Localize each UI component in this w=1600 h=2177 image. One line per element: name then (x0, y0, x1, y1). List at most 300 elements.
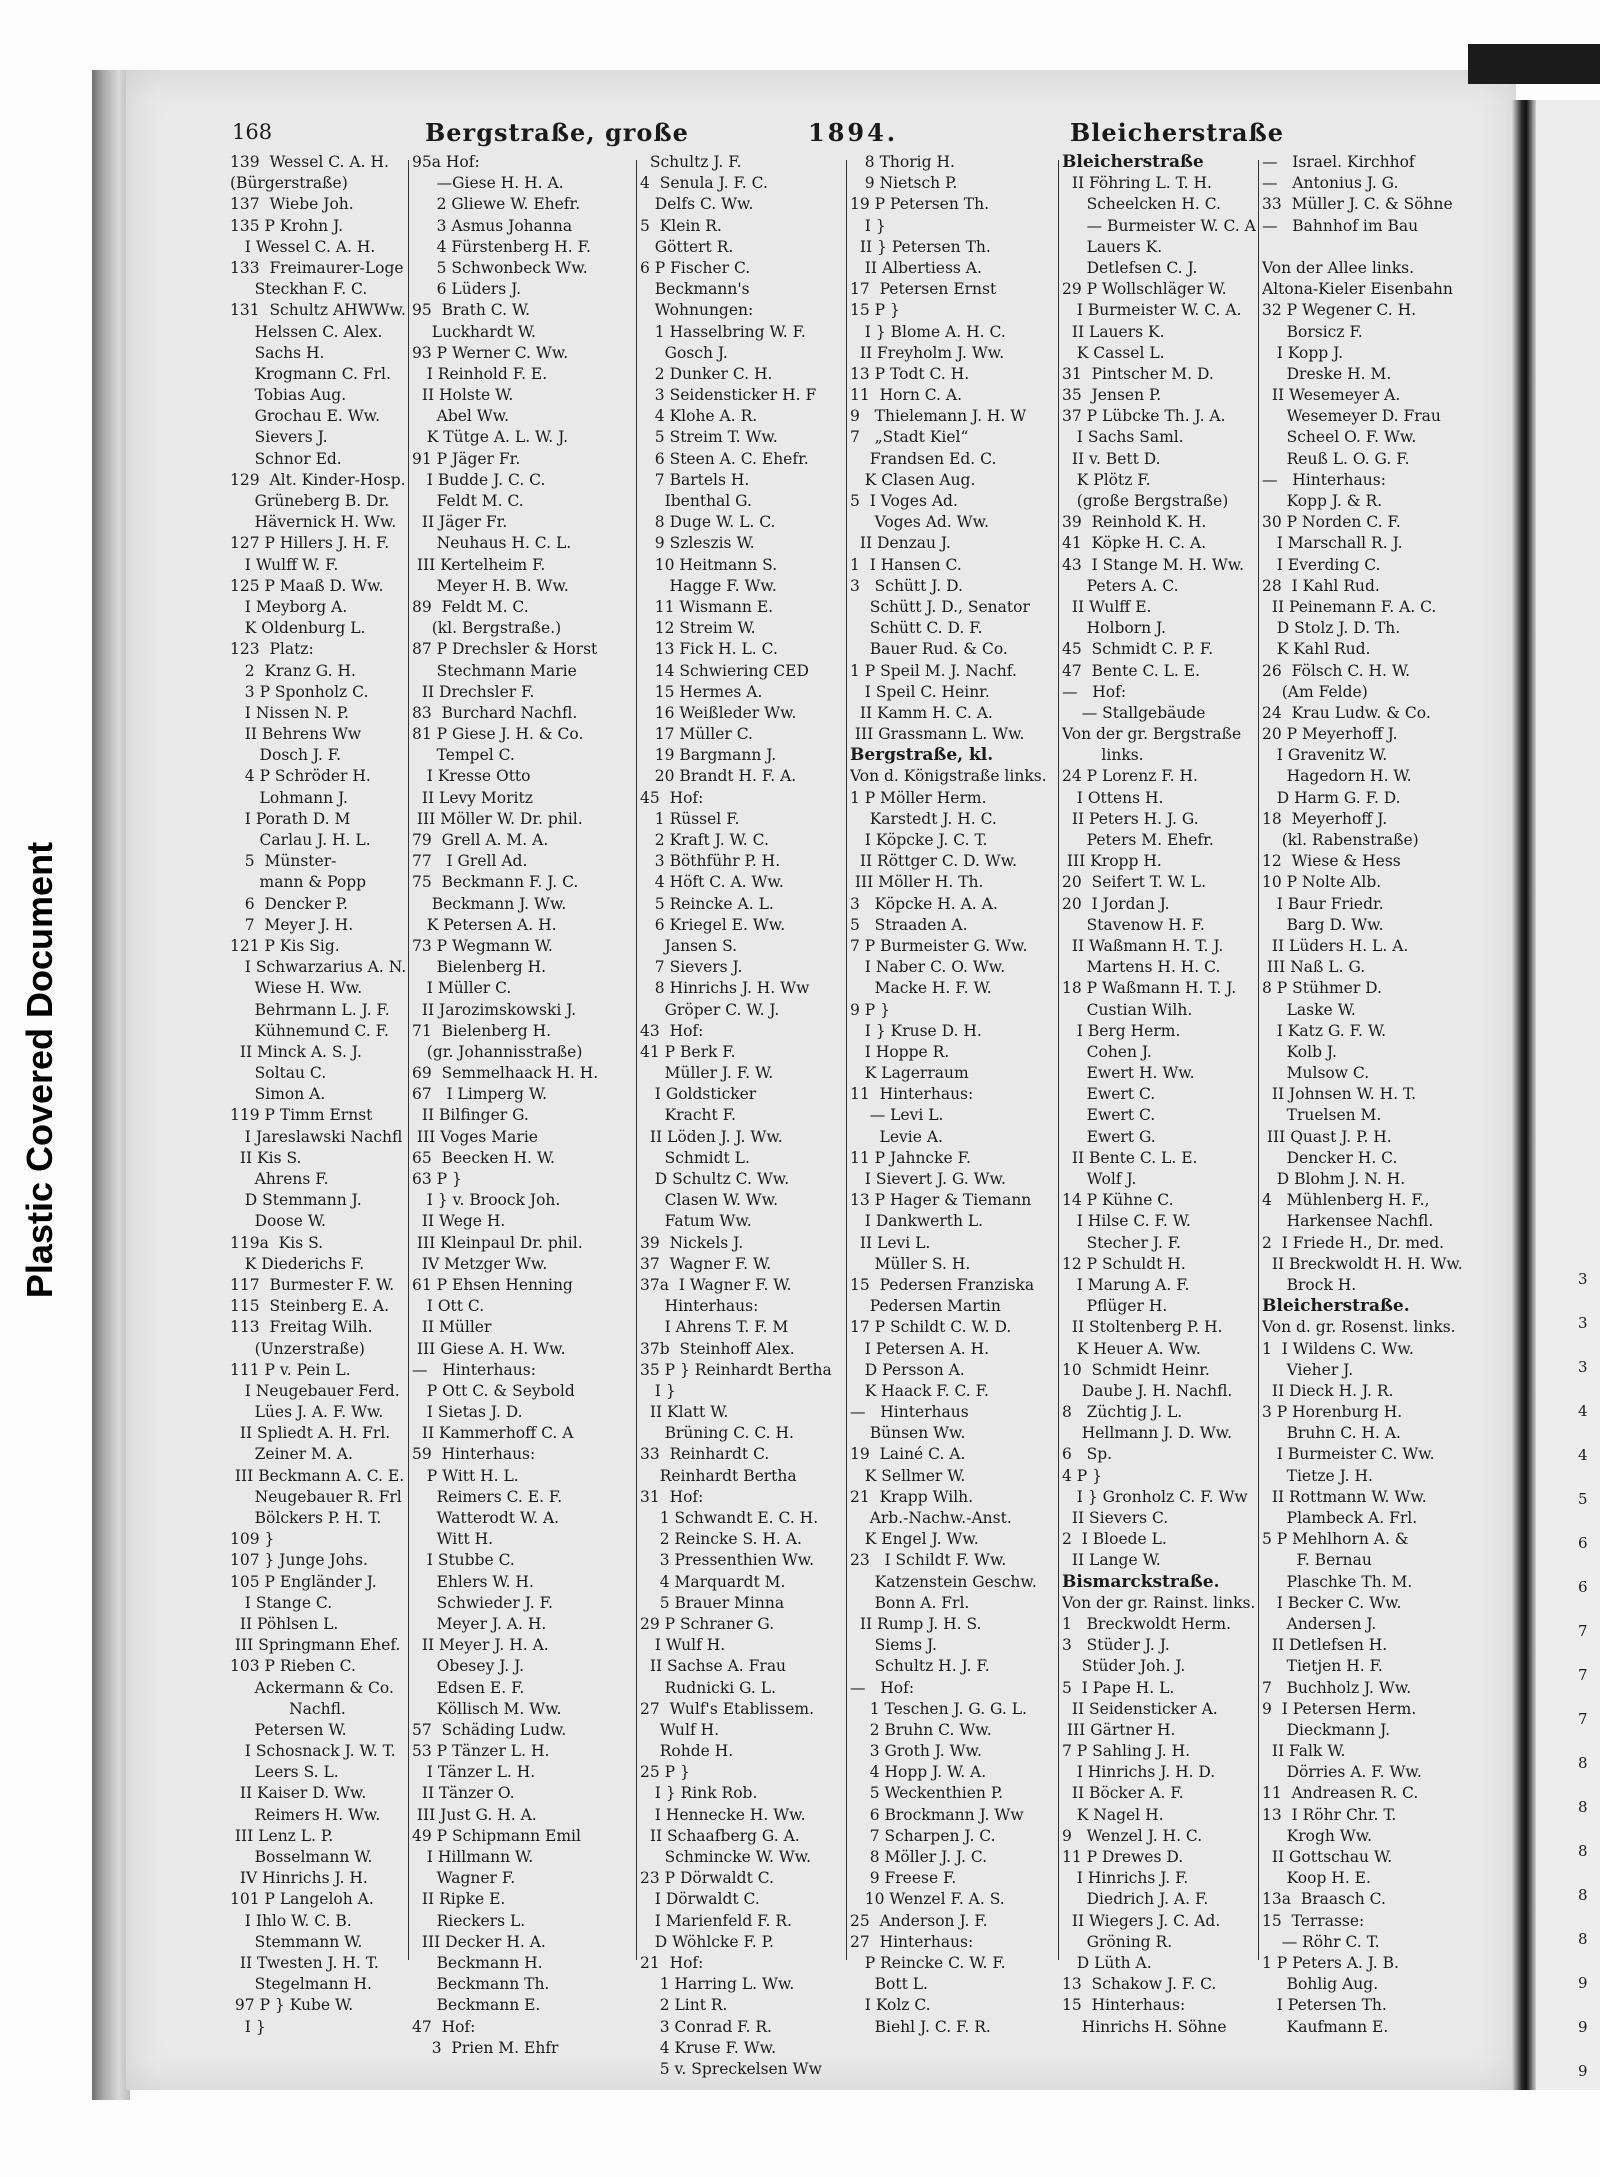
next-page-number: 5 (1578, 1490, 1588, 1508)
directory-entry: 101 P Langeloh A. (230, 1890, 374, 1909)
directory-entry: II Holste W. (412, 386, 514, 405)
directory-entry: I Kopp J. (1262, 343, 1344, 362)
directory-entry: I Sievert J. G. Ww. (850, 1170, 1006, 1188)
directory-entry: 18 Meyerhoff J. (1262, 809, 1388, 828)
directory-entry: K Tütge A. L. W. J. (412, 428, 569, 447)
directory-entry: K Haack F. C. F. (850, 1381, 989, 1400)
directory-entry: —Giese H. H. A. (412, 174, 564, 193)
directory-entry: Dencker H. C. (1262, 1148, 1398, 1167)
directory-entry: 14 P Kühne C. (1062, 1191, 1174, 1210)
directory-entry: K Nagel H. (1062, 1805, 1164, 1824)
directory-entry: 139 Wessel C. A. H. (230, 153, 389, 171)
directory-entry: 4 Klohe A. R. (640, 407, 758, 426)
directory-entry: 91 P Jäger Fr. (412, 449, 521, 468)
directory-entry: Holborn J. (1062, 619, 1166, 638)
directory-entry: 6 Lüders J. (412, 280, 522, 299)
directory-entry: III Voges Marie (412, 1127, 538, 1146)
directory-entry: 3 Asmus Johanna (412, 216, 573, 235)
directory-entry: 9 Thielemann J. H. W (850, 407, 1027, 426)
directory-entry: 15 Hermes A. (640, 682, 763, 701)
directory-entry: 93 P Werner C. Ww. (412, 343, 569, 362)
directory-entry: 127 P Hillers J. H. F. (230, 534, 390, 553)
directory-entry: Ewert C. (1062, 1106, 1156, 1125)
directory-entry: I Schwarzarius A. N. (230, 958, 407, 977)
directory-entry: I Wulf H. (640, 1636, 726, 1655)
next-page-number: 8 (1578, 1754, 1588, 1772)
directory-entry: Schultz J. F. (640, 153, 742, 171)
directory-entry: Ewert H. Ww. (1062, 1064, 1195, 1083)
directory-entry: I Neugebauer Ferd. (230, 1381, 400, 1400)
directory-entry: Andersen J. (1262, 1614, 1377, 1633)
directory-entry: 11 Wismann E. (640, 597, 774, 616)
directory-entry: I Gravenitz W. (1262, 746, 1388, 765)
directory-entry: 53 P Tänzer L. H. (412, 1742, 550, 1761)
directory-entry: 12 P Schuldt H. (1062, 1254, 1186, 1273)
directory-entry: — Röhr C. T. (1262, 1932, 1380, 1951)
directory-entry: 13 P Hager & Tiemann (850, 1191, 1032, 1210)
directory-entry: I } v. Broock Joh. (412, 1191, 561, 1210)
directory-entry: 5 Straaden A. (850, 915, 968, 934)
directory-entry: Sievers J. (230, 428, 328, 447)
directory-entry: 43 Hof: (640, 1021, 704, 1040)
directory-entry: Stemmann W. (230, 1932, 363, 1951)
directory-entry: 19 P Petersen Th. (850, 195, 990, 214)
directory-entry: Kaufmann E. (1262, 2017, 1389, 2036)
directory-entry: I Budde J. C. C. (412, 470, 546, 489)
directory-entry: I Everding C. (1262, 555, 1381, 574)
next-page-number: 7 (1578, 1622, 1588, 1640)
next-page-number: 9 (1578, 2018, 1588, 2036)
directory-entry: 59 Hinterhaus: (412, 1445, 536, 1464)
directory-entry: III Grassmann L. Ww. (850, 725, 1025, 744)
directory-entry: 31 Pintscher M. D. (1062, 364, 1214, 383)
directory-entry: 49 P Schipmann Emil (412, 1826, 581, 1845)
directory-entry: 23 P Dörwaldt C. (640, 1869, 774, 1888)
directory-entry: II Dieck H. J. R. (1262, 1381, 1394, 1400)
directory-entry: 9 Wenzel J. H. C. (1062, 1826, 1203, 1845)
directory-entry: 1 Harring L. Ww. (640, 1975, 795, 1994)
directory-entry: 79 Grell A. M. A. (412, 831, 549, 849)
directory-entry: I Jareslawski Nachfl (230, 1127, 403, 1146)
directory-entry: 129 Alt. Kinder-Hosp. (230, 470, 406, 489)
directory-entry: I Stange C. (230, 1593, 333, 1612)
directory-entry: I Nissen N. P. (230, 703, 349, 722)
directory-entry: I Meyborg A. (230, 597, 348, 616)
directory-entry: I Dörwaldt C. (640, 1890, 760, 1909)
next-page-number: 8 (1578, 1930, 1588, 1948)
directory-entry: Meyer H. B. Ww. (412, 576, 569, 595)
directory-entry: 32 P Wegener C. H. (1262, 301, 1417, 320)
directory-entry: 125 P Maaß D. Ww. (230, 576, 384, 595)
directory-entry: I Petersen A. H. (850, 1339, 990, 1358)
directory-entry: Beckmann's (640, 280, 750, 299)
directory-entry: 41 Köpke H. C. A. (1062, 534, 1207, 553)
directory-entry: Wolf J. (1062, 1170, 1137, 1188)
directory-entry: P Witt H. L. (412, 1466, 519, 1485)
directory-entry: Kracht F. (640, 1106, 736, 1125)
directory-entry: I Sachs Saml. (1062, 428, 1184, 447)
directory-entry: II Kamm H. C. A. (850, 703, 993, 722)
directory-entry: 9 Nietsch P. (850, 174, 958, 193)
directory-entry: Göttert R. (640, 237, 734, 256)
directory-entry: 37b Steinhoff Alex. (640, 1339, 795, 1358)
directory-column-5 (1062, 152, 1260, 2038)
directory-entry: II Jarozimskowski J. (412, 1000, 577, 1019)
directory-entry: 2 Reincke S. H. A. (640, 1530, 802, 1549)
directory-entry: I Petersen Th. (1262, 1996, 1387, 2015)
directory-entry: I } Rink Rob. (640, 1784, 758, 1803)
directory-entry: Voges Ad. Ww. (850, 513, 989, 532)
directory-entry: Lohmann J. (230, 788, 348, 807)
directory-entry: D Stemmann J. (230, 1191, 362, 1210)
directory-entry: 8 P Stühmer D. (1262, 979, 1382, 998)
column-rule (1258, 160, 1259, 1960)
directory-entry: 29 P Schraner G. (640, 1614, 775, 1633)
directory-entry: I Baur Friedr. (1262, 894, 1384, 913)
directory-entry: — Levi L. (850, 1106, 944, 1125)
directory-entry: 17 P Schildt C. W. D. (850, 1318, 1012, 1337)
directory-entry: III Just G. H. A. (412, 1805, 537, 1824)
directory-entry: 123 Platz: (230, 640, 314, 659)
directory-entry: K Lagerraum (850, 1064, 969, 1083)
directory-entry: II Wesemeyer A. (1262, 386, 1401, 405)
directory-entry: II Breckwoldt H. H. Ww. (1262, 1254, 1463, 1273)
directory-entry: Gosch J. (640, 343, 728, 362)
directory-entry: (Unzerstraße) (230, 1339, 365, 1358)
directory-entry: Reimers C. E. F. (412, 1487, 563, 1506)
directory-entry: I } Blome A. H. C. (850, 322, 1006, 341)
directory-entry: 11 Horn C. A. (850, 386, 963, 405)
directory-entry: 43 I Stange M. H. Ww. (1062, 555, 1245, 574)
directory-entry: Nachfl. (230, 1699, 346, 1718)
directory-entry: I Wulff W. F. (230, 555, 339, 574)
directory-entry: III Naß L. G. (1262, 958, 1366, 977)
directory-entry: Von der gr. Bergstraße (1062, 725, 1242, 744)
directory-entry: Koop H. E. (1262, 1869, 1371, 1888)
directory-entry: I Hilse C. F. W. (1062, 1212, 1191, 1231)
directory-entry: II Spliedt A. H. Frl. (230, 1424, 391, 1443)
directory-entry: 35 P } Reinhardt Bertha (640, 1360, 832, 1379)
directory-entry: P Ott C. & Seybold (412, 1381, 575, 1400)
next-page-number: 4 (1578, 1446, 1588, 1464)
directory-entry: 4 Marquardt M. (640, 1572, 786, 1591)
directory-entry: 95 Brath C. W. (412, 301, 531, 320)
directory-entry: 2 I Friede H., Dr. med. (1262, 1233, 1445, 1252)
directory-entry: 137 Wiebe Joh. (230, 195, 354, 214)
directory-entry: I Ott C. (412, 1297, 485, 1316)
directory-entry: 13a Braasch C. (1262, 1890, 1386, 1909)
directory-entry: 5 Münster- (230, 852, 337, 871)
next-page-number: 9 (1578, 1974, 1588, 1992)
directory-entry: Tobias Aug. (230, 386, 347, 405)
directory-entry: 9 I Petersen Herm. (1262, 1699, 1417, 1718)
directory-entry: 7 Bartels H. (640, 470, 750, 489)
directory-entry: 2 Dunker C. H. (640, 364, 773, 383)
directory-entry: Lües J. A. F. Ww. (230, 1403, 384, 1422)
directory-entry: Frandsen Ed. C. (850, 449, 997, 468)
directory-entry: II Wiegers J. C. Ad. (1062, 1911, 1221, 1930)
directory-entry: II Johnsen W. H. T. (1262, 1085, 1417, 1104)
directory-entry: 135 P Krohn J. (230, 216, 344, 235)
directory-entry: I } (640, 1381, 676, 1400)
directory-entry: Custian Wilh. (1062, 1000, 1193, 1019)
directory-entry: I Hinrichs J. H. D. (1062, 1763, 1216, 1782)
directory-entry: 1 Rüssel F. (640, 809, 740, 828)
page-number: 168 (232, 120, 273, 144)
directory-entry: Lauers K. (1062, 237, 1163, 256)
directory-entry: III Kertelheim F. (412, 555, 546, 574)
column-rule (408, 160, 409, 1960)
directory-entry: III Decker H. A. (412, 1932, 546, 1951)
next-page-number: 8 (1578, 1798, 1588, 1816)
directory-entry: I Dankwerth L. (850, 1212, 984, 1231)
directory-entry: 11 P Jahncke F. (850, 1148, 971, 1167)
directory-entry: 31 Hof: (640, 1487, 704, 1506)
directory-entry: 87 P Drechsler & Horst (412, 640, 598, 659)
directory-entry: D Blohm J. N. H. (1262, 1170, 1406, 1188)
directory-entry: II Klatt W. (640, 1403, 729, 1422)
directory-entry: 2 Kraft J. W. C. (640, 831, 769, 849)
directory-entry: K Diederichs F. (230, 1254, 365, 1273)
directory-entry: II Bente C. L. E. (1062, 1148, 1198, 1167)
directory-entry: K Engel J. Ww. (850, 1530, 979, 1549)
directory-entry: I Burmeister W. C. A. (1062, 301, 1242, 320)
directory-column-2 (412, 152, 637, 2059)
directory-entry: 24 P Lorenz F. H. (1062, 767, 1198, 786)
directory-entry: Peters M. Ehefr. (1062, 831, 1214, 849)
directory-entry: Bosselmann W. (230, 1848, 373, 1866)
directory-entry: 9 Szleszis W. (640, 534, 755, 553)
directory-entry: 18 P Waßmann H. T. J. (1062, 979, 1237, 998)
directory-entry: D Stolz J. D. Th. (1262, 619, 1401, 638)
directory-entry: 103 P Rieben C. (230, 1657, 356, 1676)
directory-entry: 3 Prien M. Ehfr (412, 2038, 559, 2057)
directory-entry: 39 Nickels J. (640, 1233, 744, 1252)
directory-entry: Abel Ww. (412, 407, 510, 426)
directory-entry: Grüneberg B. Dr. (230, 492, 390, 510)
directory-entry: 7 P Sahling J. H. (1062, 1742, 1191, 1761)
directory-entry: 47 Hof: (412, 2017, 476, 2036)
directory-entry: 63 P } (412, 1170, 462, 1188)
directory-entry: Krogmann C. Frl. (230, 364, 391, 383)
directory-entry: Zeiner M. A. (230, 1445, 353, 1464)
directory-entry: 89 Feldt M. C. (412, 597, 529, 616)
directory-entry: Bonn A. Frl. (850, 1593, 970, 1612)
directory-entry: K Cassel L. (1062, 343, 1165, 362)
directory-entry: Cohen J. (1062, 1042, 1152, 1061)
directory-entry: Schmincke W. Ww. (640, 1848, 812, 1866)
directory-entry: 1 Hasselbring W. F. (640, 322, 806, 341)
directory-entry: 107 } Junge Johs. (230, 1551, 368, 1570)
directory-entry: III Möller H. Th. (850, 873, 984, 892)
directory-entry: I Marienfeld F. R. (640, 1911, 792, 1930)
directory-entry: 73 P Wegmann W. (412, 936, 553, 955)
directory-entry: K Clasen Aug. (850, 470, 976, 489)
directory-entry: 11 Hinterhaus: (850, 1085, 974, 1104)
directory-entry: 8 Thorig H. (850, 153, 955, 171)
directory-entry: 4 Fürstenberg H. F. (412, 237, 591, 256)
directory-entry: Katzenstein Geschw. (850, 1572, 1037, 1591)
directory-entry: Rieckers L. (412, 1911, 526, 1930)
directory-entry: 5 Reincke A. L. (640, 894, 774, 913)
directory-entry: 1 I Hansen C. (850, 555, 962, 574)
directory-entry: 15 Terrasse: (1262, 1911, 1365, 1930)
directory-entry: 7 Sievers J. (640, 958, 743, 977)
directory-entry: Dieckmann J. (1262, 1720, 1391, 1739)
directory-entry: II Föhring L. T. H. (1062, 174, 1212, 193)
directory-entry: I Köpcke J. C. T. (850, 831, 988, 849)
directory-entry: 83 Burchard Nachfl. (412, 703, 578, 722)
directory-entry: Macke H. F. W. (850, 979, 992, 998)
directory-entry: I Goldsticker (640, 1085, 757, 1104)
directory-entry: K Heuer A. Ww. (1062, 1339, 1201, 1358)
next-page-strip (1536, 100, 1600, 2090)
directory-entry: 20 Brandt H. F. A. (640, 767, 797, 786)
next-page-number: 3 (1578, 1314, 1588, 1332)
next-page-number: 8 (1578, 1886, 1588, 1904)
header-street-right: Bleicherstraße (1070, 118, 1285, 147)
directory-entry: 3 Stüder J. J. (1062, 1636, 1170, 1655)
book-edge-left (92, 70, 130, 2100)
directory-entry: 29 P Wollschläger W. (1062, 280, 1227, 299)
directory-entry: 71 Bielenberg H. (412, 1021, 552, 1040)
directory-entry: 8 Möller J. J. C. (850, 1848, 988, 1866)
directory-entry: II Schaafberg G. A. (640, 1826, 800, 1845)
directory-entry: Diedrich J. A. F. (1062, 1890, 1209, 1909)
directory-entry: Beckmann E. (412, 1996, 541, 2015)
directory-entry: (Bürgerstraße) (230, 174, 348, 193)
directory-entry: 3 Köpcke H. A. A. (850, 894, 998, 913)
directory-entry: Köllisch M. Ww. (412, 1699, 562, 1718)
header-street-left: Bergstraße, große (425, 118, 689, 147)
directory-entry: 13 P Todt C. H. (850, 364, 970, 383)
directory-entry: Hävernick H. Ww. (230, 513, 397, 532)
next-page-number: 4 (1578, 1402, 1588, 1420)
directory-entry: II Böcker A. F. (1062, 1784, 1184, 1803)
directory-entry: Bismarckstraße. (1062, 1571, 1220, 1592)
directory-entry: Edsen E. F. (412, 1678, 525, 1697)
directory-entry: Grochau E. Ww. (230, 407, 381, 426)
directory-entry: — Hinterhaus: (412, 1360, 536, 1379)
directory-entry: Biehl J. C. F. R. (850, 2017, 991, 2036)
directory-entry: Dosch J. F. (230, 746, 341, 765)
directory-entry: I Burmeister C. Ww. (1262, 1445, 1435, 1464)
directory-entry: I Marschall R. J. (1262, 534, 1403, 553)
directory-entry: Jansen S. (640, 936, 738, 955)
directory-entry (1262, 237, 1474, 258)
directory-entry: II Seidensticker A. (1062, 1699, 1218, 1718)
directory-entry: 3 P Sponholz C. (230, 682, 369, 701)
directory-entry: I Hinrichs J. F. (1062, 1869, 1189, 1888)
directory-entry: 95a Hof: (412, 153, 480, 171)
directory-entry: 19 Lainé C. A. (850, 1445, 966, 1464)
directory-entry: K Oldenburg L. (230, 619, 366, 638)
directory-entry: II Albertiess A. (850, 258, 982, 277)
directory-entry: Luckhardt W. (412, 322, 536, 341)
directory-entry: 2 I Bloede L. (1062, 1530, 1167, 1549)
directory-entry: 12 Streim W. (640, 619, 756, 638)
directory-entry: II Falk W. (1262, 1742, 1346, 1761)
directory-entry: II Lauers K. (1062, 322, 1165, 341)
directory-entry: K Petersen A. H. (412, 915, 557, 934)
directory-entry: Von der gr. Rainst. links. (1062, 1593, 1256, 1612)
directory-entry: Vieher J. (1262, 1360, 1354, 1379)
directory-entry: Plambeck A. Frl. (1262, 1509, 1418, 1527)
directory-entry: 2 Kranz G. H. (230, 661, 356, 680)
directory-entry: II Jäger Fr. (412, 513, 508, 532)
directory-entry: 37 P Lübcke Th. J. A. (1062, 407, 1226, 426)
directory-entry: III Quast J. P. H. (1262, 1127, 1392, 1146)
directory-entry: III Gärtner H. (1062, 1720, 1176, 1739)
directory-entry: II Stoltenberg P. H. (1062, 1318, 1223, 1337)
directory-entry: III Kleinpaul Dr. phil. (412, 1233, 583, 1252)
directory-entry: I Becker C. Ww. (1262, 1593, 1402, 1612)
directory-entry: 21 Hof: (640, 1953, 704, 1972)
directory-entry: I Müller C. (412, 979, 512, 998)
directory-entry: Ehlers W. H. (412, 1572, 534, 1591)
directory-entry: Soltau C. (230, 1064, 327, 1083)
directory-entry: 7 „Stadt Kiel“ (850, 428, 969, 447)
directory-entry: I } (230, 2017, 266, 2036)
directory-entry: 4 P Schröder H. (230, 767, 371, 786)
directory-entry: 8 Duge W. L. C. (640, 513, 776, 532)
directory-entry: 7 P Burmeister G. Ww. (850, 936, 1028, 955)
directory-entry: Gröning R. (1062, 1932, 1173, 1951)
column-rule (636, 160, 637, 1960)
directory-entry: 20 Seifert T. W. L. (1062, 873, 1207, 892)
directory-entry: 3 Pressenthien Ww. (640, 1551, 815, 1570)
directory-entry: II Drechsler F. (412, 682, 535, 701)
directory-entry: Harkensee Nachfl. (1262, 1212, 1434, 1231)
directory-entry: Pflüger H. (1062, 1297, 1168, 1316)
directory-entry: 121 P Kis Sig. (230, 936, 340, 955)
directory-entry: Truelsen M. (1262, 1106, 1382, 1125)
directory-entry: 69 Semmelhaack H. H. (412, 1064, 599, 1083)
directory-entry: Tietjen H. F. (1262, 1657, 1383, 1676)
directory-entry: Tempel C. (412, 746, 515, 765)
directory-entry: 26 Fölsch C. H. W. (1262, 661, 1410, 680)
directory-entry: II v. Bett D. (1062, 449, 1161, 468)
directory-entry: D Persson A. (850, 1360, 965, 1379)
directory-entry: Behrmann L. J. F. (230, 1000, 390, 1019)
directory-entry: II Meyer J. H. A. (412, 1636, 549, 1655)
directory-entry: 45 Hof: (640, 788, 704, 807)
directory-entry: Hagedorn H. W. (1262, 767, 1412, 786)
directory-entry: 12 Wiese & Hess (1262, 852, 1401, 871)
directory-entry: IV Hinrichs J. H. (230, 1869, 368, 1888)
directory-entry: Siems J. (850, 1636, 937, 1655)
directory-entry: (gr. Johannisstraße) (412, 1042, 583, 1061)
directory-entry: Bünsen Ww. (850, 1424, 966, 1443)
directory-entry: Daube J. H. Nachfl. (1062, 1381, 1233, 1400)
directory-entry: 45 Schmidt C. P. F. (1062, 640, 1214, 659)
directory-entry: 111 P v. Pein L. (230, 1360, 351, 1379)
directory-entry: I Ahrens T. F. M (640, 1318, 789, 1337)
directory-entry: II Peters H. J. G. (1062, 809, 1199, 828)
directory-entry: III Lenz L. P. (230, 1826, 334, 1845)
directory-entry: II Behrens Ww (230, 725, 362, 744)
directory-entry: 13 I Röhr Chr. T. (1262, 1805, 1397, 1824)
directory-entry: Bleicherstraße. (1262, 1296, 1410, 1317)
directory-entry: II Peinemann F. A. C. (1262, 597, 1437, 616)
directory-entry: 27 Hinterhaus: (850, 1932, 974, 1951)
directory-entry: Detlefsen C. J. (1062, 258, 1198, 277)
directory-entry: 119a Kis S. (230, 1233, 324, 1252)
directory-entry: Schnor Ed. (230, 449, 342, 468)
directory-column-1 (230, 152, 410, 2038)
directory-entry: — Israel. Kirchhof (1262, 153, 1415, 171)
book-gutter-right (1512, 100, 1536, 2090)
